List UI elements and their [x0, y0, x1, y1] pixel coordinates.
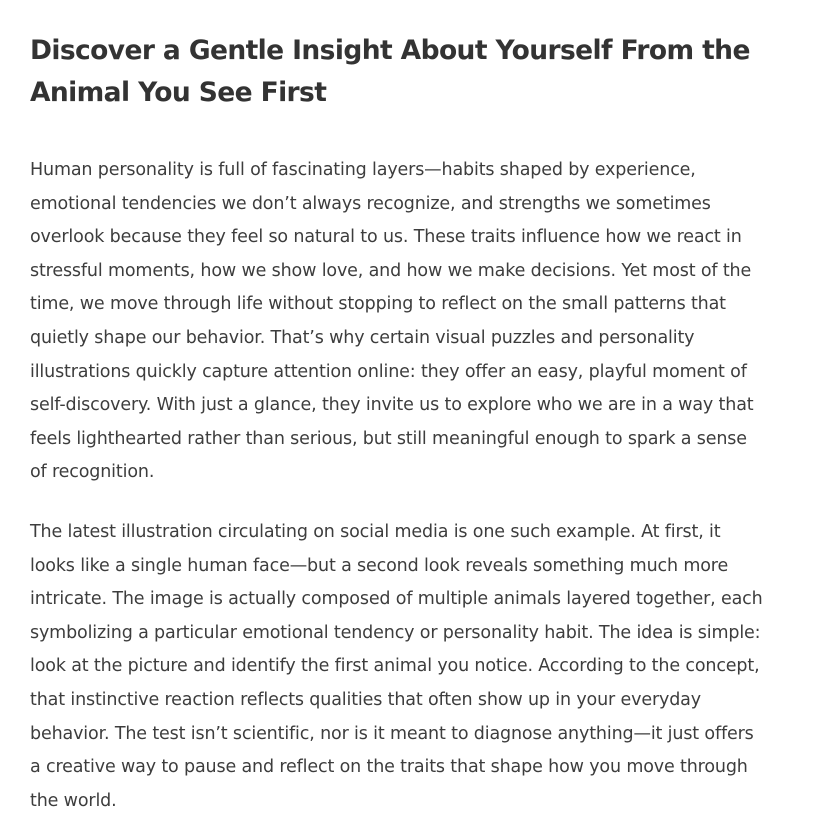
article-paragraph-intro: Human personality is full of fascinating layers—habits shaped by experience, emotional tendencies we don’t always recognize, and strengths we sometimes overlook because they feel so natural to us. These traits influence how we react in stressful moments, how we show love, and how we make decisions. Yet most of the time, we move through life without stopping to reflect on the small patterns that quietly shape our behavior. That’s why certain visual puzzles and personality illustrations quickly capture attention online: they offer an easy, playful moment of self-discovery. With just a glance, they invite us to explore who we are in a way that feels lighthearted rather than serious, but still meaningful enough to spark a sense of recognition. — [30, 160, 754, 483]
article-paragraph-illustration: The latest illustration circulating on social media is one such example. At first, it looks like a single human face—but a second look reveals something much more intricate. The image is actually composed of multiple animals layered together, each symbolizing a particular emotional tendency or personality habit. The idea is simple: look at the picture and identify the first animal you notice. According to the concept, that instinctive reaction reflects qualities that often show up in your everyday behavior. The test isn’t scientific, nor is it meant to diagnose anything—it just offers a creative way to pause and reflect on the traits that shape how you move through the world. — [30, 521, 763, 811]
article-title: Discover a Gentle Insight About Yourself From the Animal You See First — [30, 35, 750, 108]
